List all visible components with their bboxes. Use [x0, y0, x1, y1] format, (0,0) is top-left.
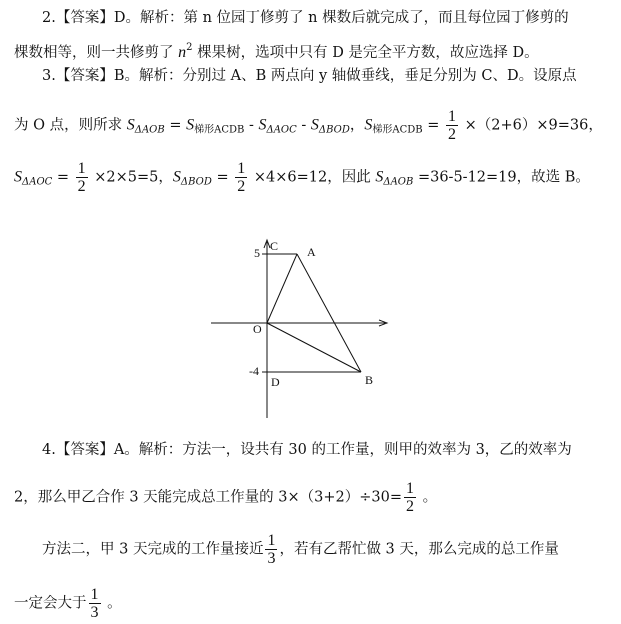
q4-method1-text: 2，那么甲乙合作 3 天能完成总工作量的 3×（3+2）÷30=	[14, 489, 403, 506]
minus: -	[244, 117, 259, 134]
q2-text: 棵数相等，则一共修剪了	[14, 45, 179, 61]
q3-text: 为 O 点，则所求	[14, 117, 127, 134]
sub-aob: ΔAOB	[134, 124, 165, 136]
q2-line-2	[14, 38, 539, 63]
q4-line-4	[14, 586, 122, 621]
area-symbol: S	[126, 116, 135, 134]
frac-num: 1	[448, 108, 456, 125]
label-5: 5	[254, 246, 260, 260]
equals: =	[164, 117, 187, 134]
area-symbol: S	[186, 116, 195, 134]
label-b: B	[365, 373, 374, 387]
equals: =	[52, 169, 74, 186]
area-symbol: S	[375, 168, 384, 186]
label-o: O	[253, 322, 262, 336]
q4-line-3	[42, 532, 559, 567]
var-n: n	[178, 44, 187, 61]
q3-conclusion: =36-5-12=19，故选 B。	[413, 169, 590, 186]
sub-trapezoid: 梯形ACDB	[194, 124, 245, 136]
segment-ab	[297, 254, 361, 372]
area-symbol: S	[172, 168, 181, 186]
segment-ob	[267, 323, 361, 372]
frac-num: 1	[77, 160, 86, 177]
q2-text-tail: 棵果树，选项中只有 D 是完全平方数，故应选择 D。	[192, 45, 539, 61]
segment-oa	[267, 254, 297, 323]
sub-aoc: ΔAOC	[22, 176, 53, 188]
area-symbol: S	[258, 116, 267, 134]
fraction-third	[265, 532, 277, 567]
frac-num: 1	[267, 532, 276, 549]
q4-line-2	[14, 480, 437, 515]
fraction-half	[404, 480, 416, 515]
q3-line-1: 3.【答案】B。解析：分别过 A、B 两点向 y 轴做垂线，垂足分别为 C、D。设原点	[42, 68, 577, 84]
frac-den: 2	[448, 126, 456, 143]
comma: ，	[349, 117, 365, 134]
fraction-half	[235, 160, 247, 195]
fraction-half	[446, 108, 458, 143]
q4-line-1: 4.【答案】A。解析：方法一，设共有 30 的工作量，则甲的效率为 3，乙的效率为	[42, 442, 572, 458]
fraction-half	[76, 160, 88, 195]
area-symbol: S	[364, 116, 373, 134]
area-symbol: S	[310, 116, 319, 134]
q4-method2-tail: ，若有乙帮忙做 3 天，那么完成的总工作量	[279, 541, 559, 558]
q3-calc-aoc: ×2×5=5，	[89, 169, 173, 186]
frac-den: 2	[406, 498, 415, 515]
minus: -	[296, 117, 311, 134]
exponent: 2	[186, 42, 193, 53]
frac-den: 2	[77, 178, 86, 195]
q4-method2-text: 方法二，甲 3 天完成的工作量接近	[42, 541, 264, 558]
sub-bod: ΔBOD	[180, 176, 212, 188]
coordinate-figure	[205, 238, 395, 423]
sub-aob: ΔAOB	[383, 176, 414, 188]
q3-line-2	[14, 108, 603, 143]
label-a: A	[307, 245, 316, 259]
frac-num: 1	[406, 480, 415, 497]
label-minus4: -4	[249, 364, 259, 378]
q2-line-1: 2.【答案】D。解析：第 n 位园丁修剪了 n 棵数后就完成了，而且每位园丁修剪的	[42, 10, 569, 26]
label-c: C	[270, 239, 279, 253]
frac-den: 3	[90, 604, 99, 621]
period: 。	[102, 595, 122, 612]
fraction-third	[89, 586, 101, 621]
period: 。	[418, 489, 438, 506]
frac-num: 1	[237, 160, 246, 177]
frac-num: 1	[90, 586, 99, 603]
q4-conclusion: 一定会大于	[14, 595, 87, 612]
label-d: D	[271, 375, 280, 389]
q3-line-3	[14, 160, 590, 195]
q3-calc-bod: ×4×6=12，因此	[249, 169, 376, 186]
sub-bod: ΔBOD	[318, 124, 350, 136]
frac-den: 3	[267, 550, 276, 567]
frac-den: 2	[237, 178, 246, 195]
equals: =	[211, 169, 234, 186]
sub-aoc: ΔAOC	[266, 124, 297, 136]
area-symbol: S	[14, 168, 22, 186]
equals: =	[422, 117, 444, 134]
q3-calc-trap: ×（2+6）×9=36，	[460, 117, 603, 134]
sub-trapezoid: 梯形ACDB	[372, 124, 423, 136]
